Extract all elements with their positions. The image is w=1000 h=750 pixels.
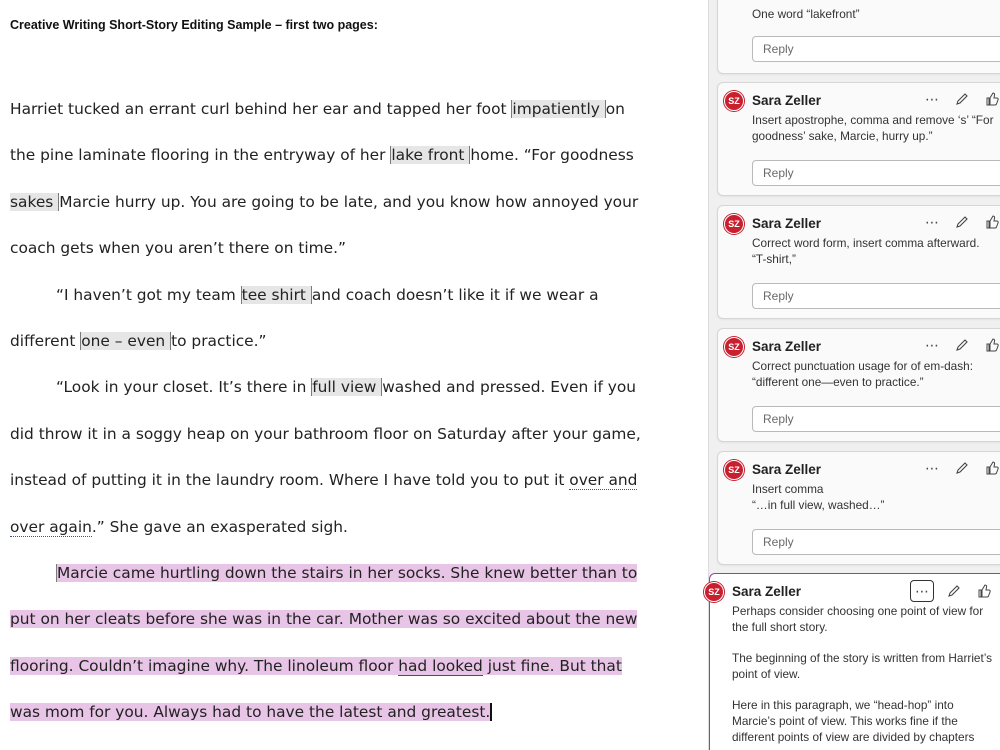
flagged-text-over-again[interactable]: over again	[10, 517, 92, 536]
text-line	[10, 596, 638, 642]
comment-text: goodness’ sake, Marcie, hurry up.”	[752, 129, 933, 143]
comment-card[interactable]	[717, 82, 1000, 196]
avatar: SZ	[724, 337, 744, 357]
thumbs-up-icon[interactable]	[982, 335, 1000, 355]
edit-pencil-icon[interactable]	[952, 89, 972, 109]
text-line	[10, 550, 638, 596]
reply-input[interactable]: Reply	[752, 529, 1000, 555]
text-line	[10, 504, 620, 550]
comment-author: Sara Zeller	[752, 339, 822, 354]
text-run: .” She gave an exasperated sigh.	[91, 517, 348, 536]
comment-text: Correct punctuation usage for of em-dash:	[752, 359, 973, 373]
reply-input[interactable]: Reply	[752, 160, 1000, 186]
comment-card[interactable]	[717, 205, 1000, 319]
comment-text: “T-shirt,”	[752, 252, 796, 266]
thumbs-up-icon[interactable]	[982, 458, 1000, 478]
edit-pencil-icon[interactable]	[944, 581, 964, 601]
comment-body	[752, 481, 1000, 513]
comment-text: Insert apostrophe, comma and remove ‘s’ “For	[752, 113, 994, 127]
comment-text: Insert comma	[752, 482, 824, 496]
text-run: the pine laminate flooring in the entryway of her	[10, 146, 391, 165]
commented-text-impatiently[interactable]: impatiently	[512, 100, 605, 118]
comment-text: One word “lakefront”	[752, 7, 860, 21]
text-run: washed and pressed. Even if you	[382, 378, 637, 397]
avatar: SZ	[724, 460, 744, 480]
text-run: flooring. Couldn’t imagine why. The linoleum floor	[10, 656, 399, 675]
comment-actions	[910, 580, 994, 602]
comment-body	[752, 358, 1000, 390]
text-line	[10, 86, 625, 132]
comment-body	[752, 112, 1000, 144]
comment-card-active[interactable]	[709, 573, 1000, 750]
text-run: to practice.”	[171, 332, 267, 351]
highlighted-paragraph-line[interactable]: put on her cleats before she was in the car. Mother was so excited about the new	[10, 610, 638, 629]
avatar: SZ	[724, 91, 744, 111]
text-line	[10, 132, 634, 178]
comment-card[interactable]	[717, 328, 1000, 442]
highlighted-paragraph-line[interactable]: was mom for you. Always had to have the latest and greatest.	[10, 703, 491, 722]
avatar: SZ	[704, 582, 724, 602]
thumbs-up-icon[interactable]	[982, 212, 1000, 232]
comment-author: Sara Zeller	[732, 584, 802, 599]
commented-text-one-even[interactable]: one – even	[81, 332, 171, 351]
text-line	[10, 272, 620, 318]
comment-body	[752, 235, 1000, 267]
edit-pencil-icon[interactable]	[952, 212, 972, 232]
commented-text-lake-front[interactable]: lake front	[391, 146, 470, 165]
text-line	[10, 179, 639, 225]
comment-paragraph: Perhaps consider choosing one point of view for the full short story.	[732, 604, 984, 634]
text-line	[10, 457, 638, 503]
comment-card[interactable]	[717, 451, 1000, 565]
text-run: home. “For goodness	[470, 146, 634, 165]
comment-actions	[922, 89, 1000, 109]
comments-pane	[708, 0, 1000, 750]
flagged-text-over-and[interactable]: over and	[569, 471, 638, 490]
document-body[interactable]	[10, 86, 641, 736]
text-run: “I haven’t got my team	[56, 285, 241, 304]
comment-author: Sara Zeller	[752, 216, 822, 231]
text-line	[10, 689, 620, 735]
reply-input[interactable]: Reply	[752, 283, 1000, 309]
text-line	[10, 364, 637, 410]
more-options-icon[interactable]: ⋯	[925, 459, 939, 476]
comment-author: Sara Zeller	[752, 93, 822, 108]
commented-text-full-view[interactable]: full view	[312, 378, 382, 397]
reply-input[interactable]: Reply	[752, 36, 1000, 62]
document-title: Creative Writing Short-Story Editing Sample – first two pages:	[10, 18, 378, 32]
text-run: Marcie hurry up. You are going to be late, and you know how annoyed your	[59, 192, 639, 211]
comment-text: “…in full view, washed…”	[752, 498, 885, 512]
comment-text: “different one—even to practice.”	[752, 375, 924, 389]
text-run: on	[605, 100, 625, 118]
comment-paragraph: Here in this paragraph, we “head-hop” into Marcie’s point of view. This works fine if the different points of view are divided by chapters	[732, 698, 975, 744]
text-line: coach gets when you aren’t there on time.”	[10, 239, 347, 258]
text-run: instead of putting it in the laundry room. Where I have told you to put it	[10, 471, 570, 490]
comment-author: Sara Zeller	[752, 462, 822, 477]
flagged-text-had-looked[interactable]: had looked	[398, 656, 483, 675]
comment-text: Correct word form, insert comma afterward.	[752, 236, 980, 250]
text-run: Harriet tucked an errant curl behind her ear and tapped her foot	[10, 100, 512, 118]
highlighted-paragraph-line[interactable]	[10, 657, 622, 675]
avatar: SZ	[724, 214, 744, 234]
commented-text-sakes[interactable]: sakes	[10, 192, 59, 211]
thumbs-up-icon[interactable]	[982, 89, 1000, 109]
more-options-icon[interactable]: ⋯	[910, 580, 934, 602]
more-options-icon[interactable]: ⋯	[925, 90, 939, 107]
text-run: different	[10, 332, 81, 351]
more-options-icon[interactable]: ⋯	[925, 213, 939, 230]
reply-input[interactable]: Reply	[752, 406, 1000, 432]
text-run: just fine. But that	[482, 656, 622, 675]
text-run: and coach doesn’t like it if we wear a	[311, 285, 599, 304]
comment-actions	[922, 212, 1000, 232]
thumbs-up-icon[interactable]	[974, 581, 994, 601]
edit-pencil-icon[interactable]	[952, 458, 972, 478]
edit-pencil-icon[interactable]	[952, 335, 972, 355]
more-options-icon[interactable]: ⋯	[925, 336, 939, 353]
comment-actions	[922, 458, 1000, 478]
text-line	[10, 318, 620, 364]
text-line: did throw it in a soggy heap on your bathroom floor on Saturday after your game,	[10, 424, 641, 443]
comment-paragraph: The beginning of the story is written from Harriet’s point of view.	[732, 651, 993, 681]
comment-actions	[922, 335, 1000, 355]
highlighted-paragraph-line[interactable]: Marcie came hurtling down the stairs in her socks. She knew better than to	[57, 564, 638, 583]
text-line	[10, 643, 620, 689]
comment-body	[732, 603, 997, 750]
text-run: “Look in your closet. It’s there in	[56, 378, 312, 397]
commented-text-tee-shirt[interactable]: tee shirt	[241, 285, 311, 304]
comment-card[interactable]	[717, 0, 1000, 74]
